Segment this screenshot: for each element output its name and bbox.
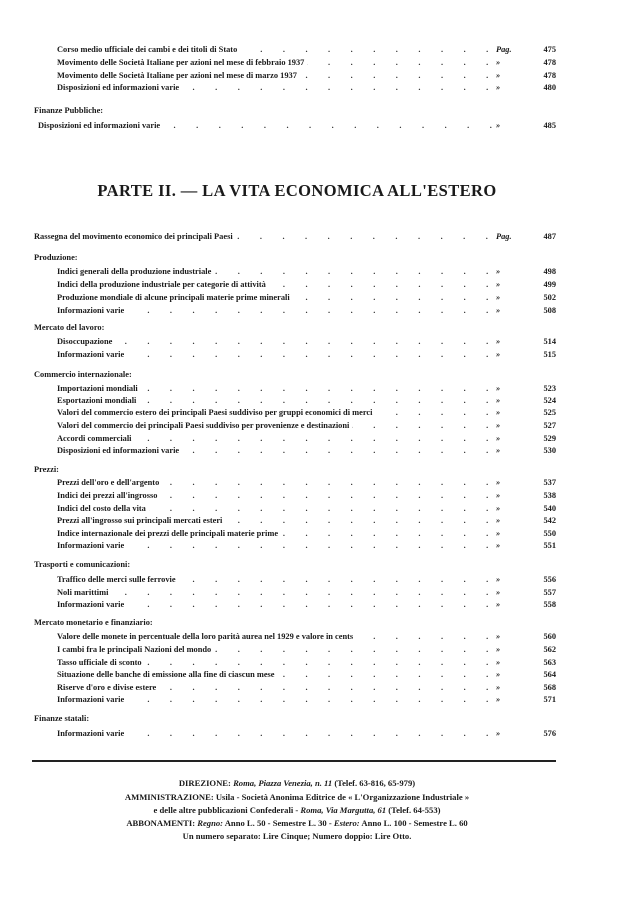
toc-entry-label: Informazioni varie — [57, 695, 127, 704]
amministrazione-address: Roma, Via Margutta, 61 — [300, 805, 387, 815]
page-number: 480 — [543, 83, 556, 92]
page-marker: » — [496, 421, 501, 430]
toc-entry-label: Tasso ufficiale di sconto — [57, 658, 145, 667]
page-number: 576 — [543, 729, 556, 738]
page-number: 523 — [543, 384, 556, 393]
toc-entry-label: Disposizioni ed informazioni varie — [38, 121, 163, 130]
page-number: 571 — [543, 695, 556, 704]
page-marker: Pag. — [496, 45, 512, 54]
toc-entry-text — [57, 81, 492, 94]
toc-row — [0, 630, 634, 643]
page-number: 568 — [543, 683, 556, 692]
toc-row — [0, 265, 634, 278]
toc-row — [0, 119, 634, 132]
toc-entry-text — [34, 230, 492, 243]
toc-entry-label: Informazioni varie — [57, 541, 127, 550]
toc-entry-text — [57, 514, 492, 527]
page-number: 525 — [543, 408, 556, 417]
page-number: 540 — [543, 504, 556, 513]
page-number: 558 — [543, 600, 556, 609]
page-marker: » — [496, 337, 501, 346]
toc-entry-label: Movimento delle Società Italiane per azioni nel mese di marzo 1937 — [57, 71, 300, 80]
toc-row — [0, 643, 634, 656]
page-number: 537 — [543, 478, 556, 487]
toc-entry-text — [57, 573, 492, 586]
direzione-label: DIREZIONE: — [178, 778, 231, 788]
toc-entry-text — [57, 539, 492, 552]
page-marker: » — [496, 434, 501, 443]
page-number: 529 — [543, 434, 556, 443]
toc-row — [0, 406, 634, 419]
page-number: 498 — [543, 267, 556, 276]
toc-entry-text — [57, 43, 492, 56]
section-heading: Trasporti e comunicazioni: — [34, 560, 131, 569]
toc-entry-label: Disposizioni ed informazioni varie — [57, 446, 182, 455]
toc-entry-label: Corso medio ufficiale dei cambi e dei titoli di Stato — [57, 45, 240, 54]
section-heading: Commercio internazionale: — [34, 370, 132, 379]
page-marker: » — [496, 121, 501, 130]
amministrazione-line2: e delle altre pubblicazioni Confederali - — [153, 805, 299, 815]
page-marker: » — [496, 71, 501, 80]
page-marker: » — [496, 632, 501, 641]
toc-entry-text — [57, 265, 492, 278]
page-marker: » — [496, 408, 501, 417]
page-marker: » — [496, 729, 501, 738]
page-marker: » — [496, 658, 501, 667]
toc-entry-label: Esportazioni mondiali — [57, 396, 139, 405]
estero-label: Estero: — [333, 818, 360, 828]
page-marker: » — [496, 541, 501, 550]
toc-entry-text — [38, 119, 492, 132]
page-number: 524 — [543, 396, 556, 405]
page-marker: » — [496, 588, 501, 597]
toc-entry-text — [57, 693, 492, 706]
page-marker: » — [496, 516, 501, 525]
toc-entry-text — [57, 668, 492, 681]
page-number: 556 — [543, 575, 556, 584]
toc-entry-text — [57, 476, 492, 489]
toc-entry-label: Indici del costo della vita — [57, 504, 149, 513]
page-marker: » — [496, 529, 501, 538]
page-number: 542 — [543, 516, 556, 525]
toc-entry-label: Informazioni varie — [57, 306, 127, 315]
toc-entry-label: Importazioni mondiali — [57, 384, 141, 393]
page-marker: » — [496, 306, 501, 315]
toc-entry-text — [57, 630, 492, 643]
section-heading: Prezzi: — [34, 465, 59, 474]
toc-row — [0, 727, 634, 740]
toc-entry-text — [57, 643, 492, 656]
toc-entry-text — [57, 727, 492, 740]
page-number: 562 — [543, 645, 556, 654]
toc-entry-text — [57, 56, 492, 69]
page-number: 527 — [543, 421, 556, 430]
toc-row — [0, 444, 634, 457]
page-marker: Pag. — [496, 232, 512, 241]
toc-entry-label: Disposizioni ed informazioni varie — [57, 83, 182, 92]
toc-entry-label: Accordi commerciali — [57, 434, 135, 443]
toc-entry-label: Indice internazionale dei prezzi delle principali materie prime — [57, 529, 281, 538]
toc-row — [0, 335, 634, 348]
regno-text: Anno L. 50 - Semestre L. 30 - — [224, 818, 332, 828]
toc-row — [0, 56, 634, 69]
toc-entry-label: Informazioni varie — [57, 600, 127, 609]
toc-entry-label: Prezzi all'ingrosso sui principali mercati esteri — [57, 516, 225, 525]
toc-entry-label: Indici della produzione industriale per categorie di attività — [57, 280, 269, 289]
page-marker: » — [496, 491, 501, 500]
toc-row — [0, 43, 634, 56]
amministrazione-label: AMMINISTRAZIONE: — [124, 792, 214, 802]
part-title: PARTE II. — LA VITA ECONOMICA ALL'ESTERO — [97, 181, 497, 200]
toc-entry-label: Indici dei prezzi all'ingrosso — [57, 491, 160, 500]
toc-entry-label: Riserve d'oro e divise estere — [57, 683, 159, 692]
page-marker: » — [496, 350, 501, 359]
footer-line — [0, 804, 594, 817]
page-number: 515 — [543, 350, 556, 359]
page-number: 485 — [543, 121, 556, 130]
toc-row — [0, 693, 634, 706]
page-number: 550 — [543, 529, 556, 538]
page-marker: » — [496, 683, 501, 692]
toc-entry-text — [57, 598, 492, 611]
page-number: 560 — [543, 632, 556, 641]
page-marker: » — [496, 695, 501, 704]
toc-entry-label: Situazione delle banche di emissione alla fine di ciascun mese — [57, 670, 278, 679]
page-number: 557 — [543, 588, 556, 597]
abbonamenti-label: ABBONAMENTI: — [126, 818, 196, 828]
page-number: 502 — [543, 293, 556, 302]
toc-entry-text — [57, 335, 492, 348]
page-marker: » — [496, 446, 501, 455]
page-marker: » — [496, 267, 501, 276]
page-number: 487 — [543, 232, 556, 241]
toc-row — [0, 539, 634, 552]
section-heading: Finanze Pubbliche: — [34, 106, 104, 115]
page-number: 499 — [543, 280, 556, 289]
page-number: 514 — [543, 337, 556, 346]
toc-entry-label: Rassegna del movimento economico dei principali Paesi — [34, 232, 236, 241]
toc-entry-text — [57, 489, 492, 502]
page-marker: » — [496, 575, 501, 584]
page-marker: » — [496, 293, 501, 302]
toc-entry-label: Traffico delle merci sulle ferrovie — [57, 575, 179, 584]
direzione-tel: (Telef. 63-816, 65-979) — [334, 778, 416, 788]
page-number: 478 — [543, 58, 556, 67]
amministrazione-tel: (Telef. 64-553) — [388, 805, 441, 815]
toc-row — [0, 81, 634, 94]
toc-entry-text — [57, 291, 492, 304]
direzione-address: Roma, Piazza Venezia, n. 11 — [233, 778, 333, 788]
toc-entry-label: Valori del commercio estero dei principali Paesi suddiviso per gruppi economici di merci — [57, 408, 375, 417]
footer-divider — [32, 760, 556, 762]
page-marker: » — [496, 504, 501, 513]
page-number: 551 — [543, 541, 556, 550]
prezzi-numeri: Un numero separato: Lire Cinque; Numero doppio: Lire Otto. — [182, 831, 412, 841]
regno-label: Regno: — [197, 818, 224, 828]
page-number: 563 — [543, 658, 556, 667]
toc-row — [0, 668, 634, 681]
page-marker: » — [496, 384, 501, 393]
toc-entry-label: Valori del commercio dei principali Paesi suddiviso per provenienze e destinazioni — [57, 421, 352, 430]
toc-entry-text — [57, 444, 492, 457]
page-marker: » — [496, 478, 501, 487]
page-number: 508 — [543, 306, 556, 315]
toc-row — [0, 489, 634, 502]
section-heading: Mercato del lavoro: — [34, 323, 105, 332]
toc-row — [0, 291, 634, 304]
toc-row — [0, 419, 634, 432]
page-number: 478 — [543, 71, 556, 80]
page-marker: » — [496, 600, 501, 609]
estero-text: Anno L. 100 - Semestre L. 60 — [361, 818, 468, 828]
toc-row — [0, 230, 634, 243]
footer-line — [0, 830, 594, 843]
toc-entry-label: Valore delle monete in percentuale della loro parità aurea nel 1929 e valore in cents — [57, 632, 356, 641]
toc-row — [0, 304, 634, 317]
section-heading: Mercato monetario e finanziario: — [34, 618, 153, 627]
toc-entry-label: Informazioni varie — [57, 350, 127, 359]
toc-entry-text — [57, 278, 492, 291]
page-number: 538 — [543, 491, 556, 500]
page-marker: » — [496, 58, 501, 67]
section-heading: Finanze statali: — [34, 714, 90, 723]
toc-entry-text — [57, 348, 492, 361]
toc-entry-label: Disoccupazione — [57, 337, 115, 346]
footer-line — [0, 817, 594, 830]
toc-entry-label: Informazioni varie — [57, 729, 127, 738]
page-marker: » — [496, 670, 501, 679]
page-marker: » — [496, 280, 501, 289]
page-number: 475 — [543, 45, 556, 54]
toc-entry-label: Movimento delle Società Italiane per azioni nel mese di febbraio 1937 — [57, 58, 307, 67]
toc-entry-label: Noli marittimi — [57, 588, 111, 597]
toc-row — [0, 476, 634, 489]
toc-row — [0, 573, 634, 586]
toc-row — [0, 348, 634, 361]
toc-entry-label: I cambi fra le principali Nazioni del mondo — [57, 645, 214, 654]
page-number: 530 — [543, 446, 556, 455]
footer-line — [0, 777, 594, 790]
toc-entry-text — [57, 304, 492, 317]
footer-line — [0, 791, 594, 804]
section-heading: Produzione: — [34, 253, 78, 262]
toc-entry-text — [57, 419, 492, 432]
page-marker: » — [496, 645, 501, 654]
amministrazione-text: Usila - Società Anonima Editrice de « L'Organizzazione Industriale » — [215, 792, 470, 802]
page-marker: » — [496, 396, 501, 405]
toc-entry-text — [57, 406, 492, 419]
toc-entry-label: Indici generali della produzione industriale — [57, 267, 214, 276]
toc-entry-label: Prezzi dell'oro e dell'argento — [57, 478, 162, 487]
toc-row — [0, 278, 634, 291]
page-marker: » — [496, 83, 501, 92]
toc-row — [0, 598, 634, 611]
toc-row — [0, 514, 634, 527]
toc-entry-label: Produzione mondiale di alcune principali materie prime minerali — [57, 293, 293, 302]
page-number: 564 — [543, 670, 556, 679]
